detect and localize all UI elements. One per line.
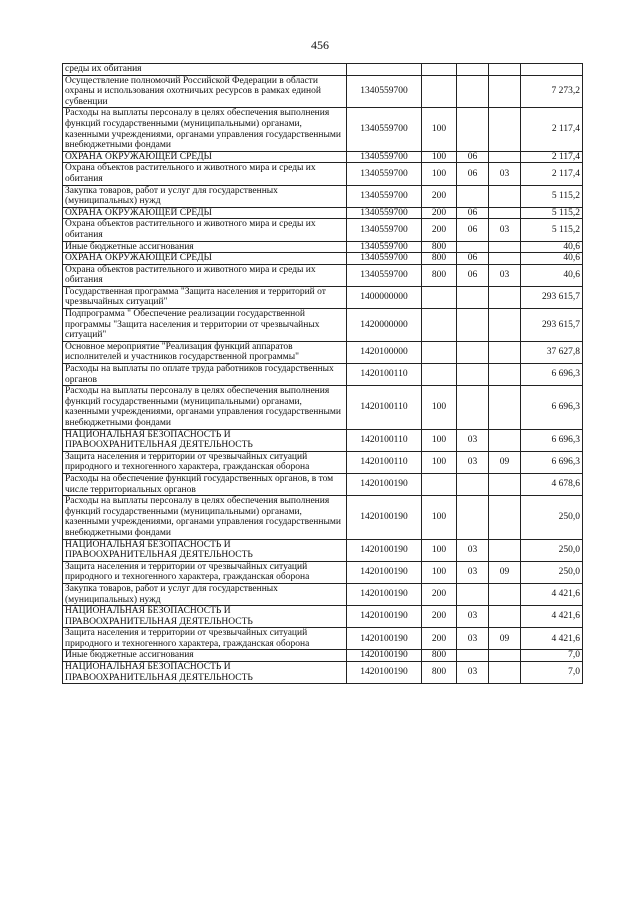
row-subsection-cell: 09 bbox=[489, 561, 521, 583]
row-code-cell: 1420100110 bbox=[347, 451, 422, 473]
table-row bbox=[63, 561, 583, 583]
row-name-cell: Основное мероприятие "Реализация функций аппаратов исполнителей и участников государственной программы" bbox=[63, 341, 347, 363]
row-subsection-cell bbox=[489, 496, 521, 539]
row-expense-type-cell: 100 bbox=[422, 451, 457, 473]
row-subsection-cell: 03 bbox=[489, 163, 521, 185]
row-code-cell: 1340559700 bbox=[347, 185, 422, 207]
row-expense-type-cell: 800 bbox=[422, 650, 457, 662]
row-section-cell bbox=[457, 650, 489, 662]
row-amount-cell: 40,6 bbox=[521, 241, 583, 253]
row-amount-cell: 5 115,2 bbox=[521, 185, 583, 207]
row-expense-type-cell: 100 bbox=[422, 429, 457, 451]
row-name-cell: Охрана объектов растительного и животного мира и среды их обитания bbox=[63, 219, 347, 241]
row-code-cell: 1420100190 bbox=[347, 496, 422, 539]
row-subsection-cell: 03 bbox=[489, 264, 521, 286]
row-name-cell: Расходы на выплаты персоналу в целях обеспечения выполнения функций государственными (муниципальными) органами, казенными учреждениями, органами управления государственными внебюджетными фондами bbox=[63, 108, 347, 151]
table-row bbox=[63, 253, 583, 265]
row-code-cell: 1340559700 bbox=[347, 151, 422, 163]
row-expense-type-cell bbox=[422, 286, 457, 308]
row-expense-type-cell bbox=[422, 473, 457, 495]
row-amount-cell: 2 117,4 bbox=[521, 151, 583, 163]
row-amount-cell: 4 421,6 bbox=[521, 583, 583, 605]
row-subsection-cell bbox=[489, 75, 521, 108]
table-row bbox=[63, 628, 583, 650]
row-expense-type-cell: 200 bbox=[422, 583, 457, 605]
table-row bbox=[63, 219, 583, 241]
row-subsection-cell: 09 bbox=[489, 628, 521, 650]
row-code-cell: 1340559700 bbox=[347, 219, 422, 241]
row-code-cell bbox=[347, 64, 422, 76]
row-subsection-cell bbox=[489, 606, 521, 628]
row-amount-cell: 40,6 bbox=[521, 264, 583, 286]
row-section-cell bbox=[457, 473, 489, 495]
row-name-cell: ОХРАНА ОКРУЖАЮЩЕЙ СРЕДЫ bbox=[63, 207, 347, 219]
row-section-cell: 03 bbox=[457, 561, 489, 583]
row-subsection-cell bbox=[489, 429, 521, 451]
row-amount-cell: 6 696,3 bbox=[521, 429, 583, 451]
row-expense-type-cell bbox=[422, 364, 457, 386]
row-subsection-cell bbox=[489, 286, 521, 308]
row-name-cell: Расходы на обеспечение функций государственных органов, в том числе территориальных органов bbox=[63, 473, 347, 495]
row-amount-cell: 4 678,6 bbox=[521, 473, 583, 495]
page-number: 456 bbox=[311, 38, 329, 52]
row-subsection-cell bbox=[489, 539, 521, 561]
row-code-cell: 1420000000 bbox=[347, 309, 422, 342]
row-code-cell: 1420100190 bbox=[347, 473, 422, 495]
row-subsection-cell bbox=[489, 583, 521, 605]
row-expense-type-cell: 100 bbox=[422, 561, 457, 583]
row-name-cell: НАЦИОНАЛЬНАЯ БЕЗОПАСНОСТЬ И ПРАВООХРАНИТЕЛЬНАЯ ДЕЯТЕЛЬНОСТЬ bbox=[63, 662, 347, 684]
row-section-cell bbox=[457, 583, 489, 605]
row-amount-cell: 2 117,4 bbox=[521, 163, 583, 185]
row-expense-type-cell: 800 bbox=[422, 264, 457, 286]
row-code-cell: 1420100000 bbox=[347, 341, 422, 363]
table-row bbox=[63, 207, 583, 219]
table-row bbox=[63, 241, 583, 253]
row-amount-cell: 7,0 bbox=[521, 662, 583, 684]
row-expense-type-cell: 200 bbox=[422, 628, 457, 650]
table-row bbox=[63, 606, 583, 628]
row-section-cell bbox=[457, 496, 489, 539]
row-name-cell: Государственная программа "Защита населения и территорий от чрезвычайных ситуаций" bbox=[63, 286, 347, 308]
row-code-cell: 1340559700 bbox=[347, 163, 422, 185]
row-expense-type-cell: 800 bbox=[422, 253, 457, 265]
row-name-cell: Закупка товаров, работ и услуг для государственных (муниципальных) нужд bbox=[63, 583, 347, 605]
row-name-cell: Иные бюджетные ассигнования bbox=[63, 650, 347, 662]
row-amount-cell: 4 421,6 bbox=[521, 606, 583, 628]
row-name-cell: среды их обитания bbox=[63, 64, 347, 76]
row-section-cell bbox=[457, 64, 489, 76]
table-row bbox=[63, 451, 583, 473]
row-section-cell bbox=[457, 75, 489, 108]
row-expense-type-cell: 200 bbox=[422, 185, 457, 207]
row-code-cell: 1420100190 bbox=[347, 561, 422, 583]
row-name-cell: Расходы на выплаты по оплате труда работников государственных органов bbox=[63, 364, 347, 386]
table-row bbox=[63, 473, 583, 495]
table-row bbox=[63, 286, 583, 308]
table-row bbox=[63, 264, 583, 286]
row-name-cell: Осуществление полномочий Российской Федерации в области охраны и использования охотничьих ресурсов в рамках единой субвенции bbox=[63, 75, 347, 108]
row-amount-cell: 6 696,3 bbox=[521, 451, 583, 473]
row-amount-cell: 250,0 bbox=[521, 539, 583, 561]
row-amount-cell: 6 696,3 bbox=[521, 364, 583, 386]
row-name-cell: НАЦИОНАЛЬНАЯ БЕЗОПАСНОСТЬ И ПРАВООХРАНИТЕЛЬНАЯ ДЕЯТЕЛЬНОСТЬ bbox=[63, 429, 347, 451]
row-code-cell: 1340559700 bbox=[347, 241, 422, 253]
row-amount-cell: 4 421,6 bbox=[521, 628, 583, 650]
row-section-cell: 03 bbox=[457, 606, 489, 628]
row-subsection-cell bbox=[489, 108, 521, 151]
row-name-cell: ОХРАНА ОКРУЖАЮЩЕЙ СРЕДЫ bbox=[63, 253, 347, 265]
table-row bbox=[63, 163, 583, 185]
row-section-cell bbox=[457, 286, 489, 308]
row-section-cell: 06 bbox=[457, 207, 489, 219]
row-code-cell: 1340559700 bbox=[347, 75, 422, 108]
row-subsection-cell bbox=[489, 650, 521, 662]
row-amount-cell: 293 615,7 bbox=[521, 286, 583, 308]
row-amount-cell bbox=[521, 64, 583, 76]
row-subsection-cell bbox=[489, 64, 521, 76]
row-section-cell bbox=[457, 309, 489, 342]
row-subsection-cell: 09 bbox=[489, 451, 521, 473]
row-expense-type-cell bbox=[422, 75, 457, 108]
row-name-cell: Закупка товаров, работ и услуг для государственных (муниципальных) нужд bbox=[63, 185, 347, 207]
row-expense-type-cell bbox=[422, 341, 457, 363]
row-code-cell: 1420100190 bbox=[347, 583, 422, 605]
row-section-cell: 06 bbox=[457, 264, 489, 286]
row-code-cell: 1420100110 bbox=[347, 429, 422, 451]
row-subsection-cell bbox=[489, 253, 521, 265]
row-name-cell: НАЦИОНАЛЬНАЯ БЕЗОПАСНОСТЬ И ПРАВООХРАНИТЕЛЬНАЯ ДЕЯТЕЛЬНОСТЬ bbox=[63, 606, 347, 628]
row-subsection-cell bbox=[489, 309, 521, 342]
row-expense-type-cell bbox=[422, 309, 457, 342]
budget-table bbox=[62, 63, 583, 684]
row-subsection-cell bbox=[489, 207, 521, 219]
row-name-cell: Иные бюджетные ассигнования bbox=[63, 241, 347, 253]
row-name-cell: Защита населения и территории от чрезвычайных ситуаций природного и техногенного характера, гражданская оборона bbox=[63, 561, 347, 583]
budget-table-body bbox=[63, 64, 583, 684]
row-amount-cell: 7,0 bbox=[521, 650, 583, 662]
row-amount-cell: 5 115,2 bbox=[521, 207, 583, 219]
row-expense-type-cell: 100 bbox=[422, 163, 457, 185]
table-row bbox=[63, 64, 583, 76]
row-name-cell: ОХРАНА ОКРУЖАЮЩЕЙ СРЕДЫ bbox=[63, 151, 347, 163]
row-section-cell: 06 bbox=[457, 253, 489, 265]
row-expense-type-cell: 800 bbox=[422, 241, 457, 253]
row-expense-type-cell: 100 bbox=[422, 496, 457, 539]
table-row bbox=[63, 151, 583, 163]
row-code-cell: 1340559700 bbox=[347, 207, 422, 219]
row-expense-type-cell: 200 bbox=[422, 219, 457, 241]
row-section-cell bbox=[457, 364, 489, 386]
table-row bbox=[63, 341, 583, 363]
row-name-cell: Охрана объектов растительного и животного мира и среды их обитания bbox=[63, 163, 347, 185]
table-row bbox=[63, 185, 583, 207]
row-name-cell: Расходы на выплаты персоналу в целях обеспечения выполнения функций государственными (муниципальными) органами, казенными учреждениями, органами управления государственными внебюджетными фондами bbox=[63, 386, 347, 429]
row-section-cell: 03 bbox=[457, 429, 489, 451]
row-subsection-cell bbox=[489, 386, 521, 429]
row-code-cell: 1340559700 bbox=[347, 253, 422, 265]
row-amount-cell: 5 115,2 bbox=[521, 219, 583, 241]
table-row bbox=[63, 386, 583, 429]
row-section-cell: 06 bbox=[457, 151, 489, 163]
row-amount-cell: 40,6 bbox=[521, 253, 583, 265]
row-amount-cell: 250,0 bbox=[521, 561, 583, 583]
row-code-cell: 1340559700 bbox=[347, 264, 422, 286]
row-section-cell: 03 bbox=[457, 539, 489, 561]
row-code-cell: 1420100190 bbox=[347, 650, 422, 662]
row-section-cell: 03 bbox=[457, 451, 489, 473]
row-name-cell: Охрана объектов растительного и животного мира и среды их обитания bbox=[63, 264, 347, 286]
row-code-cell: 1420100190 bbox=[347, 628, 422, 650]
row-code-cell: 1400000000 bbox=[347, 286, 422, 308]
row-subsection-cell bbox=[489, 341, 521, 363]
row-amount-cell: 6 696,3 bbox=[521, 386, 583, 429]
row-section-cell: 03 bbox=[457, 662, 489, 684]
row-amount-cell: 293 615,7 bbox=[521, 309, 583, 342]
row-name-cell: Расходы на выплаты персоналу в целях обеспечения выполнения функций государственными (муниципальными) органами, казенными учреждениями, органами управления государственными внебюджетными фондами bbox=[63, 496, 347, 539]
row-subsection-cell bbox=[489, 473, 521, 495]
row-code-cell: 1420100110 bbox=[347, 386, 422, 429]
table-row bbox=[63, 496, 583, 539]
table-row bbox=[63, 539, 583, 561]
row-code-cell: 1420100190 bbox=[347, 606, 422, 628]
row-name-cell: Подпрограмма " Обеспечение реализации государственной программы "Защита населения и территории от чрезвычайных ситуаций" bbox=[63, 309, 347, 342]
row-expense-type-cell: 200 bbox=[422, 207, 457, 219]
row-section-cell bbox=[457, 241, 489, 253]
row-code-cell: 1420100190 bbox=[347, 539, 422, 561]
row-amount-cell: 37 627,8 bbox=[521, 341, 583, 363]
row-code-cell: 1340559700 bbox=[347, 108, 422, 151]
row-code-cell: 1420100110 bbox=[347, 364, 422, 386]
row-subsection-cell bbox=[489, 151, 521, 163]
row-name-cell: Защита населения и территории от чрезвычайных ситуаций природного и техногенного характера, гражданская оборона bbox=[63, 628, 347, 650]
row-name-cell: НАЦИОНАЛЬНАЯ БЕЗОПАСНОСТЬ И ПРАВООХРАНИТЕЛЬНАЯ ДЕЯТЕЛЬНОСТЬ bbox=[63, 539, 347, 561]
row-expense-type-cell: 200 bbox=[422, 606, 457, 628]
row-amount-cell: 250,0 bbox=[521, 496, 583, 539]
row-name-cell: Защита населения и территории от чрезвычайных ситуаций природного и техногенного характера, гражданская оборона bbox=[63, 451, 347, 473]
row-section-cell: 06 bbox=[457, 163, 489, 185]
row-subsection-cell bbox=[489, 241, 521, 253]
row-expense-type-cell bbox=[422, 64, 457, 76]
row-subsection-cell bbox=[489, 185, 521, 207]
row-expense-type-cell: 100 bbox=[422, 108, 457, 151]
row-expense-type-cell: 100 bbox=[422, 386, 457, 429]
table-row bbox=[63, 429, 583, 451]
row-amount-cell: 7 273,2 bbox=[521, 75, 583, 108]
row-expense-type-cell: 800 bbox=[422, 662, 457, 684]
row-code-cell: 1420100190 bbox=[347, 662, 422, 684]
row-expense-type-cell: 100 bbox=[422, 151, 457, 163]
table-row bbox=[63, 662, 583, 684]
row-section-cell bbox=[457, 185, 489, 207]
row-expense-type-cell: 100 bbox=[422, 539, 457, 561]
table-row bbox=[63, 309, 583, 342]
row-subsection-cell bbox=[489, 364, 521, 386]
row-subsection-cell bbox=[489, 662, 521, 684]
row-subsection-cell: 03 bbox=[489, 219, 521, 241]
table-row bbox=[63, 75, 583, 108]
row-amount-cell: 2 117,4 bbox=[521, 108, 583, 151]
row-section-cell: 06 bbox=[457, 219, 489, 241]
table-row bbox=[63, 583, 583, 605]
row-section-cell bbox=[457, 108, 489, 151]
table-row bbox=[63, 364, 583, 386]
row-section-cell bbox=[457, 386, 489, 429]
table-row bbox=[63, 108, 583, 151]
row-section-cell bbox=[457, 341, 489, 363]
table-row bbox=[63, 650, 583, 662]
row-section-cell: 03 bbox=[457, 628, 489, 650]
